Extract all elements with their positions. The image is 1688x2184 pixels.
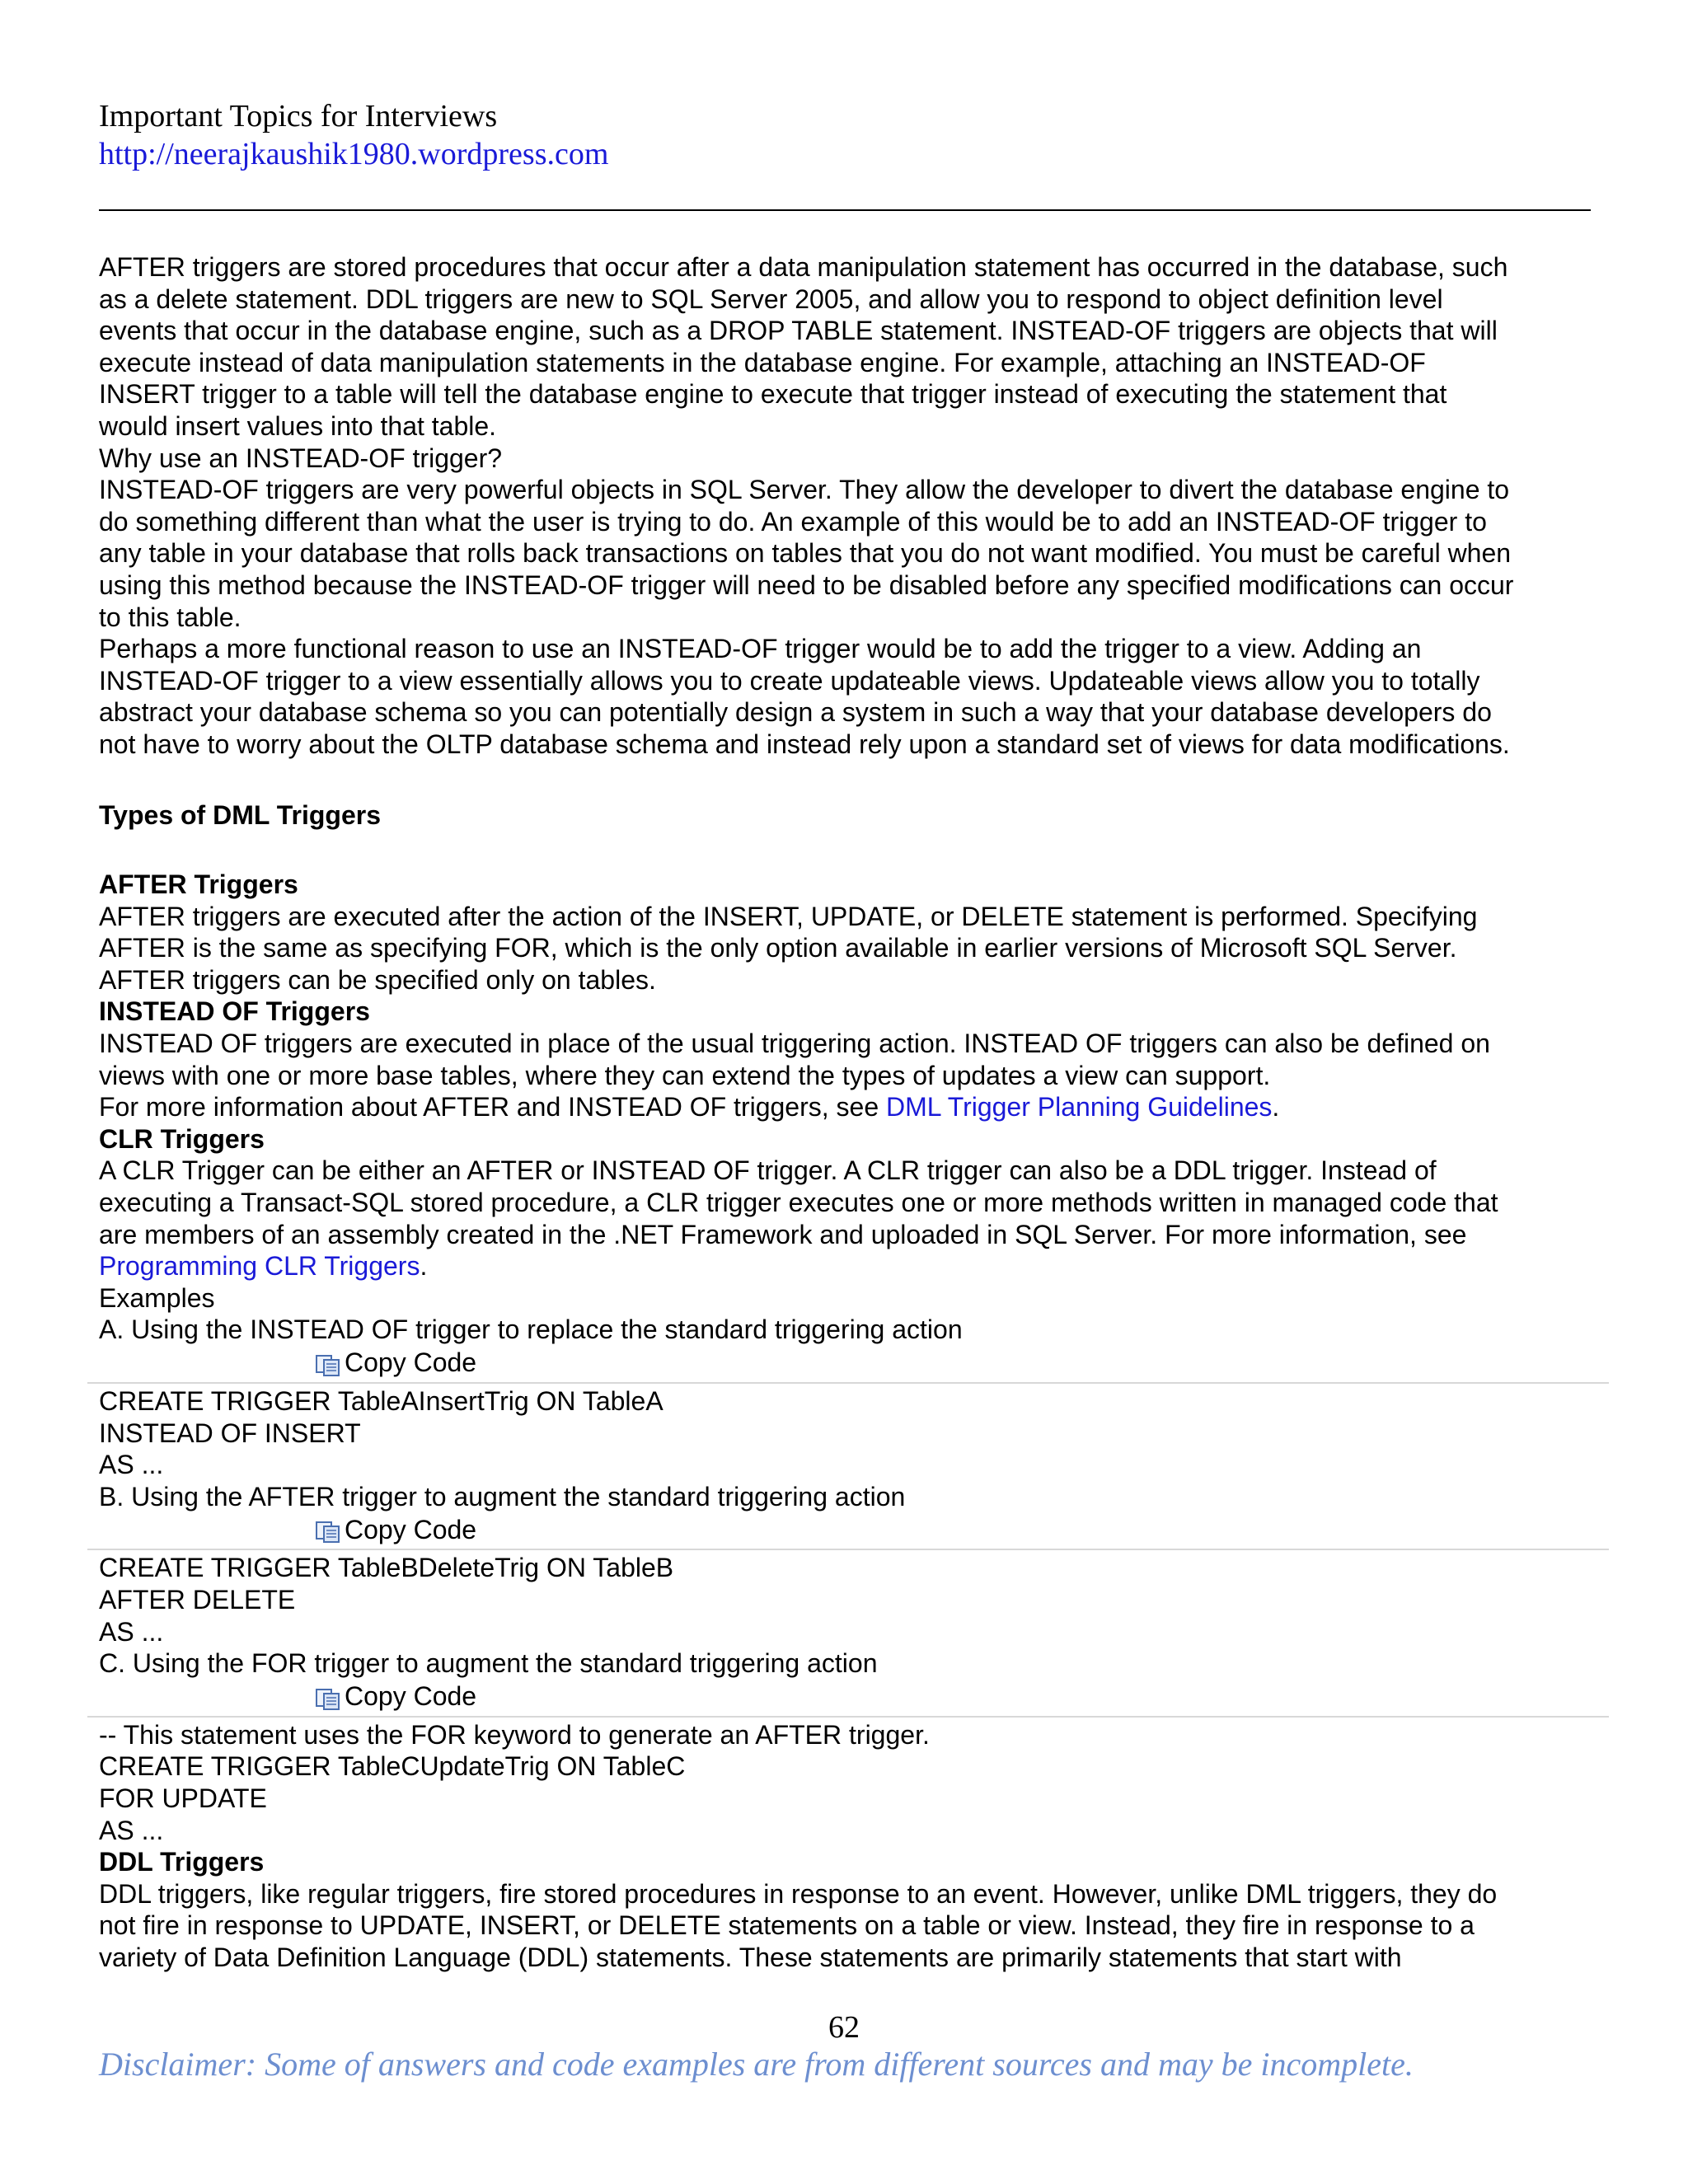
copy-icon	[315, 1686, 343, 1709]
code-divider	[87, 1382, 1609, 1384]
code-block-c: -- This statement uses the FOR keyword to generate an AFTER trigger. CREATE TRIGGER TableCUpdateTrig ON TableC FOR UPDATE AS ...	[99, 1719, 930, 1845]
heading-clr-triggers: CLR Triggers	[99, 1123, 265, 1154]
label-examples: Examples	[99, 1282, 215, 1313]
header-rule	[99, 209, 1591, 211]
copy-code-label: Copy Code	[345, 1514, 477, 1544]
document-body	[99, 251, 1607, 1974]
paragraph-more-info: For more information about AFTER and INSTEAD OF triggers, see DML Trigger Planning Guidelines.	[99, 1092, 1280, 1122]
copy-icon	[315, 1519, 343, 1542]
header-title: Important Topics for Interviews	[99, 99, 498, 134]
example-c-title: C. Using the FOR trigger to augment the standard triggering action	[99, 1648, 878, 1679]
disclaimer: Disclaimer: Some of answers and code examples are from different sources and may be incomplete.	[99, 2046, 1414, 2083]
page-number: 62	[828, 2010, 860, 2045]
page-header	[99, 97, 608, 173]
paragraph-instead-of-views: Perhaps a more functional reason to use an INSTEAD-OF trigger would be to add the trigger to a view. Adding an INSTEAD-OF trigger to a view essentially allows you to create updateable views. Updateable views allow you to totally abstract your database schema so you can potentially design a system in such a way that your database developers do not have to worry about the OLTP database schema and instead rely upon a standard set of views for data modifications.	[99, 634, 1510, 759]
heading-instead-of-triggers: INSTEAD OF Triggers	[99, 996, 370, 1027]
link-dml-trigger-planning[interactable]: DML Trigger Planning Guidelines	[886, 1092, 1273, 1122]
paragraph-after-triggers: AFTER triggers are executed after the action of the INSERT, UPDATE, or DELETE statement is performed. Specifying AFTER is the same as specifying FOR, which is the only option available in earlier versions of Microsoft SQL Server. AFTER triggers can be specified only on tables.	[99, 901, 1478, 995]
copy-code-label: Copy Code	[345, 1347, 477, 1378]
link-programming-clr-triggers[interactable]: Programming CLR Triggers	[99, 1251, 420, 1282]
code-block-a: CREATE TRIGGER TableAInsertTrig ON TableA INSTEAD OF INSERT AS ...	[99, 1386, 663, 1480]
copy-code-button-b[interactable]	[99, 1512, 1607, 1545]
code-block-b: CREATE TRIGGER TableBDeleteTrig ON TableB AFTER DELETE AS ...	[99, 1553, 674, 1647]
paragraph-after-ddl-intro: AFTER triggers are stored procedures that occur after a data manipulation statement has occurred in the database, such as a delete statement. DDL triggers are new to SQL Server 2005, and allow you to respond to object definition level events that occur in the database engine, such as a DROP TABLE statement. INSTEAD-OF triggers are objects that will execute instead of data manipulation statements in the database engine. For example, attaching an INSTEAD-OF INSERT trigger to a table will tell the database engine to execute that trigger instead of executing the statement that would insert values into that table.	[99, 252, 1508, 441]
paragraph-instead-of-powerful: INSTEAD-OF triggers are very powerful objects in SQL Server. They allow the developer to divert the database engine to do something different than what the user is trying to do. An example of this would be to add an INSTEAD-OF trigger to any table in your database that rolls back transactions on tables that you do not want modified. You must be careful when using this method because the INSTEAD-OF trigger will need to be disabled before any specified modifications can occur to this table.	[99, 475, 1514, 632]
copy-icon	[315, 1352, 343, 1376]
paragraph-instead-of-triggers: INSTEAD OF triggers are executed in place of the usual triggering action. INSTEAD OF triggers can also be defined on views with one or more base tables, where they can extend the types of updates a view can support.	[99, 1029, 1490, 1090]
heading-types-dml: Types of DML Triggers	[99, 799, 381, 830]
copy-code-button-c[interactable]	[99, 1680, 1607, 1713]
copy-code-label: Copy Code	[345, 1681, 477, 1712]
code-divider	[87, 1716, 1609, 1718]
paragraph-ddl-triggers: DDL triggers, like regular triggers, fire stored procedures in response to an event. However, unlike DML triggers, they do not fire in response to UPDATE, INSERT, or DELETE statements on a table or view. Instead, they fire in response to a variety of Data Definition Language (DDL) statements. These statements are primarily statements that start with	[99, 1878, 1498, 1972]
heading-ddl-triggers: DDL Triggers	[99, 1847, 265, 1877]
heading-after-triggers: AFTER Triggers	[99, 869, 298, 900]
paragraph-clr-triggers: A CLR Trigger can be either an AFTER or INSTEAD OF trigger. A CLR trigger can also be a DDL trigger. Instead of executing a Transact-SQL stored procedure, a CLR trigger executes one or more methods written in managed code that are members of an assembly created in the .NET Framework and uploaded in SQL Server. For more information, see Programming CLR Triggers.	[99, 1155, 1498, 1282]
example-a-title: A. Using the INSTEAD OF trigger to replace the standard triggering action	[99, 1315, 963, 1345]
header-url[interactable]: http://neerajkaushik1980.wordpress.com	[99, 137, 609, 171]
copy-code-button-a[interactable]	[99, 1346, 1607, 1379]
question-instead-of: Why use an INSTEAD-OF trigger?	[99, 443, 503, 473]
code-divider	[87, 1549, 1609, 1550]
example-b-title: B. Using the AFTER trigger to augment the standard triggering action	[99, 1481, 906, 1511]
